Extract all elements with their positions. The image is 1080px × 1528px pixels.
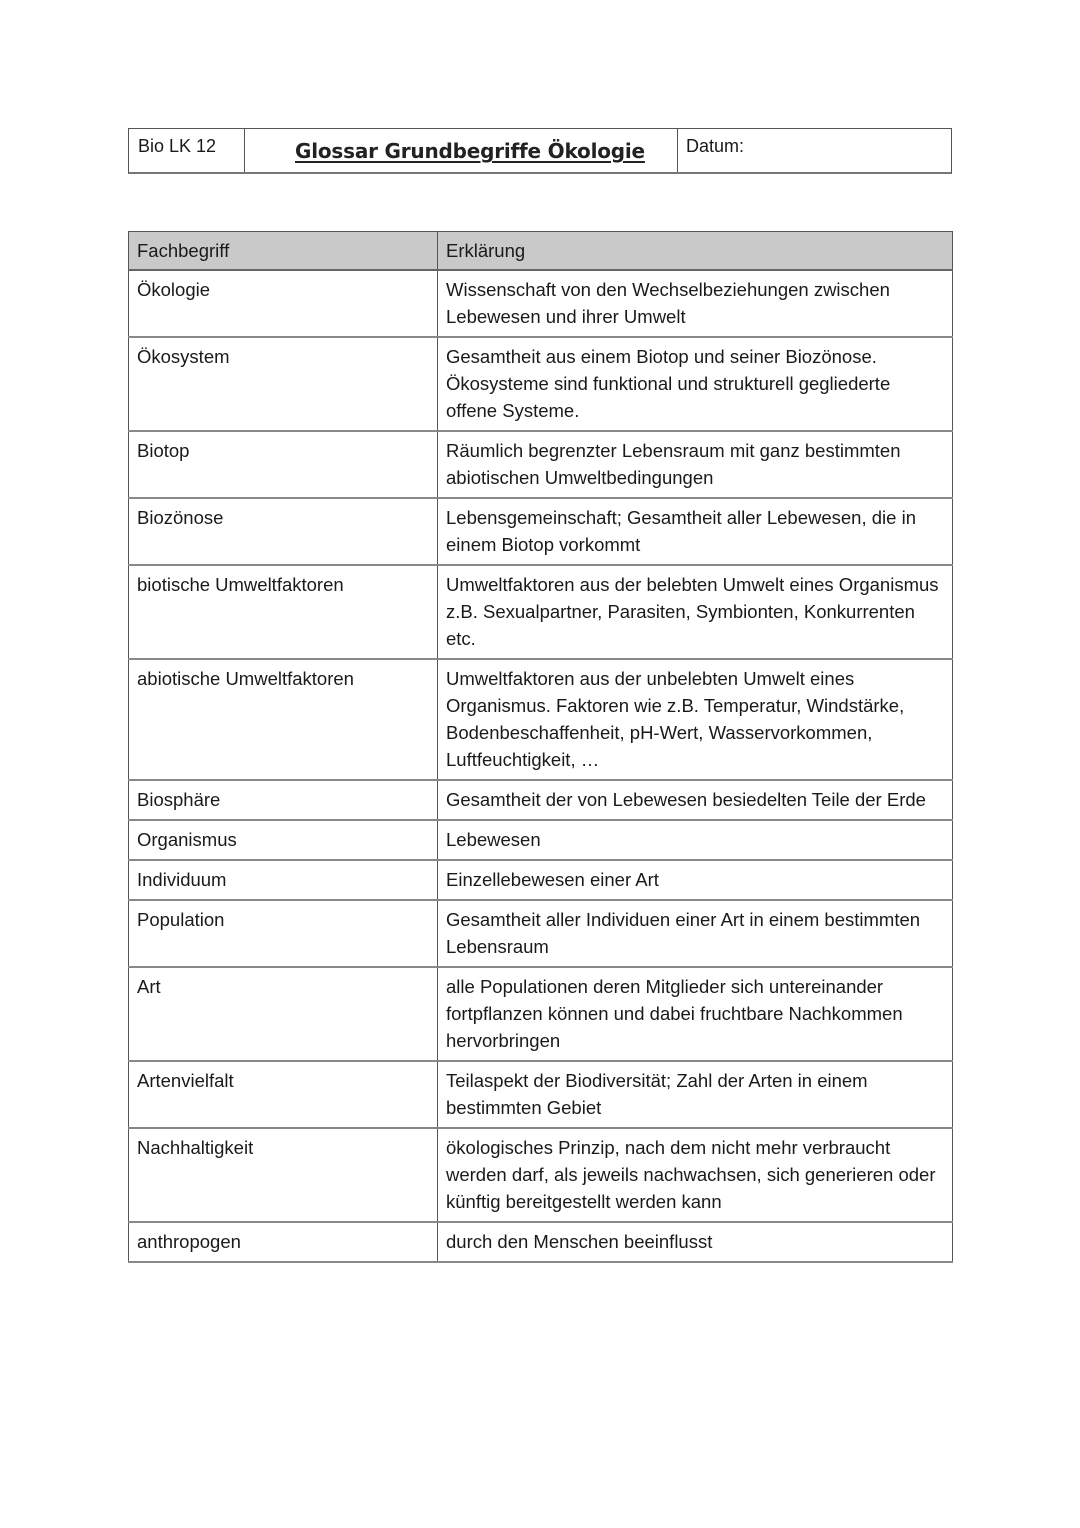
table-row [129, 498, 953, 565]
term-cell: Organismus [129, 820, 438, 860]
table-row [129, 820, 953, 860]
explanation-cell: Gesamtheit der von Lebewesen besiedelten Teile der Erde [438, 780, 953, 820]
term-cell: Ökologie [129, 270, 438, 337]
table-row [129, 900, 953, 967]
explanation-cell: Lebewesen [438, 820, 953, 860]
term-cell: abiotische Umweltfaktoren [129, 659, 438, 780]
term-cell: Population [129, 900, 438, 967]
table-row [129, 431, 953, 498]
term-cell: Ökosystem [129, 337, 438, 431]
title-cell [245, 129, 678, 172]
date-cell [678, 129, 951, 172]
explanation-cell: Umweltfaktoren aus der unbelebten Umwelt eines Organismus. Faktoren wie z.B. Temperatur, Windstärke, Bodenbeschaffenheit, pH-Wert, Wasservorkommen, Luftfeuchtigkeit, … [438, 659, 953, 780]
table-row [129, 1061, 953, 1128]
course-label: Bio LK 12 [138, 136, 217, 156]
term-cell: Biozönose [129, 498, 438, 565]
table-row [129, 1222, 953, 1262]
term-cell: Nachhaltigkeit [129, 1128, 438, 1222]
explanation-cell: Gesamtheit aller Individuen einer Art in einem bestimmten Lebensraum [438, 900, 953, 967]
date-label: Datum: [686, 136, 745, 156]
term-cell: Biotop [129, 431, 438, 498]
term-cell: Individuum [129, 860, 438, 900]
explanation-cell: Lebensgemeinschaft; Gesamtheit aller Lebewesen, die in einem Biotop vorkommt [438, 498, 953, 565]
table-header-row [129, 232, 953, 271]
term-cell: Biosphäre [129, 780, 438, 820]
term-cell: Art [129, 967, 438, 1061]
glossary-table [128, 231, 953, 1263]
table-row [129, 967, 953, 1061]
table-row [129, 1128, 953, 1222]
explanation-cell: durch den Menschen beeinflusst [438, 1222, 953, 1262]
explanation-cell: Teilaspekt der Biodiversität; Zahl der Arten in einem bestimmten Gebiet [438, 1061, 953, 1128]
explanation-cell: Wissenschaft von den Wechselbeziehungen zwischen Lebewesen und ihrer Umwelt [438, 270, 953, 337]
term-cell: biotische Umweltfaktoren [129, 565, 438, 659]
explanation-cell: Einzellebewesen einer Art [438, 860, 953, 900]
explanation-cell: ökologisches Prinzip, nach dem nicht mehr verbraucht werden darf, als jeweils nachwachsen, sich generieren oder künftig bereitgestellt werden kann [438, 1128, 953, 1222]
term-cell: anthropogen [129, 1222, 438, 1262]
explanation-cell: Umweltfaktoren aus der belebten Umwelt eines Organismus z.B. Sexualpartner, Parasiten, Symbionten, Konkurrenten etc. [438, 565, 953, 659]
explanation-cell: alle Populationen deren Mitglieder sich untereinander fortpflanzen können und dabei fruchtbare Nachkommen hervorbringen [438, 967, 953, 1061]
column-header-explanation: Erklärung [438, 232, 953, 271]
column-header-term: Fachbegriff [129, 232, 438, 271]
table-row [129, 270, 953, 337]
term-cell: Artenvielfalt [129, 1061, 438, 1128]
table-row [129, 565, 953, 659]
table-row [129, 860, 953, 900]
table-row [129, 780, 953, 820]
explanation-cell: Gesamtheit aus einem Biotop und seiner Biozönose. Ökosysteme sind funktional und strukturell gegliederte offene Systeme. [438, 337, 953, 431]
table-row [129, 337, 953, 431]
explanation-cell: Räumlich begrenzter Lebensraum mit ganz bestimmten abiotischen Umweltbedingungen [438, 431, 953, 498]
course-cell [129, 129, 245, 172]
document-title: Glossar Grundbegriffe Ökologie [295, 139, 645, 163]
table-row [129, 659, 953, 780]
document-header [128, 128, 952, 174]
